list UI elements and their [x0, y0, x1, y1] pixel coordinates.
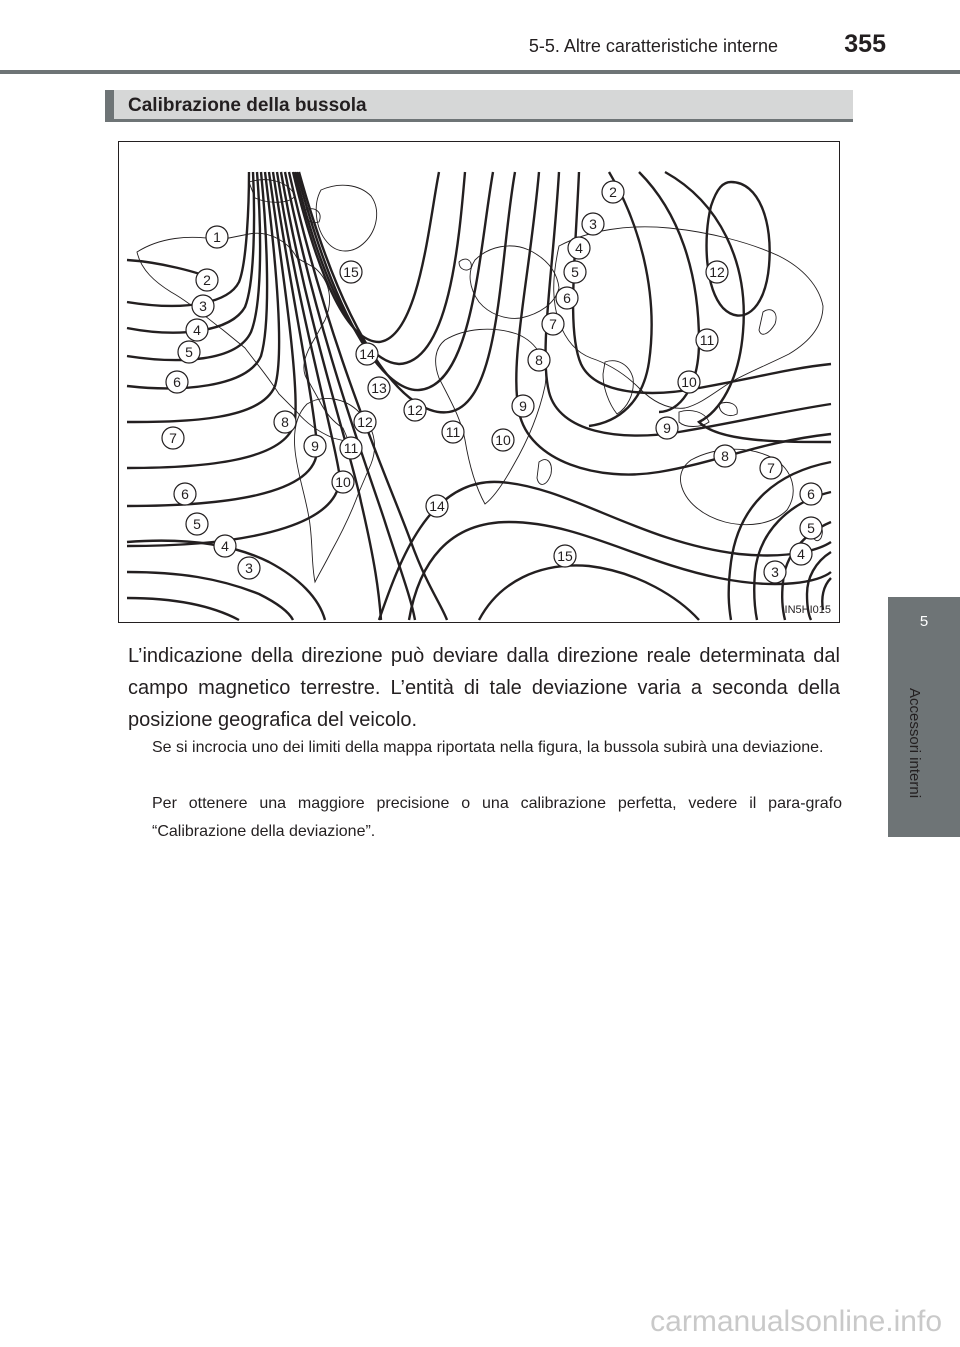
zone-label-number: 9	[519, 398, 527, 414]
zone-label-number: 11	[445, 424, 461, 440]
chapter-tab	[888, 597, 960, 837]
zone-label-number: 3	[771, 564, 779, 580]
zone-label-number: 8	[281, 414, 289, 430]
watermark: carmanualsonline.info	[650, 1305, 942, 1338]
zone-label-number: 7	[169, 430, 177, 446]
zone-label-number: 5	[571, 264, 579, 280]
zone-label-number: 7	[549, 316, 557, 332]
deviation-map-figure	[118, 141, 840, 623]
zone-label-number: 9	[663, 420, 671, 436]
zone-label-number: 10	[681, 374, 697, 390]
section-title-bar	[105, 90, 853, 122]
note-paragraph-deviation: Se si incrocia uno dei limiti della mappa riportata nella figura, la bussola subirà una deviazione.	[152, 739, 824, 756]
zone-label-number: 12	[709, 264, 725, 280]
zone-label-number: 5	[185, 344, 193, 360]
intro-paragraph: L’indicazione della direzione può deviare dalla direzione reale determinata dal campo magnetico terrestre. L’entità di tale deviazione varia a seconda della posizione geografica del veicolo.	[128, 645, 840, 731]
zone-label-number: 12	[407, 402, 423, 418]
chapter-title: Accessori interni	[906, 688, 923, 799]
zone-label-number: 4	[575, 240, 583, 256]
zone-label-number: 11	[699, 332, 715, 348]
zone-label-number: 1	[213, 229, 221, 245]
zone-label-number: 15	[343, 264, 359, 280]
zone-label-number: 5	[807, 520, 815, 536]
zone-label-number: 4	[193, 322, 201, 338]
zone-label-number: 6	[173, 374, 181, 390]
zone-label-number: 13	[371, 380, 387, 396]
header-section-path: 5-5. Altre caratteristiche interne	[528, 36, 778, 56]
zone-label-number: 6	[563, 290, 571, 306]
zone-label-number: 12	[357, 414, 373, 430]
note-paragraph-calibration: Per ottenere una maggiore precisione o una calibrazione perfetta, vedere il para-grafo “Calibrazione della deviazione”.	[152, 795, 842, 840]
zone-label-number: 3	[589, 216, 597, 232]
zone-label-number: 8	[721, 448, 729, 464]
zone-label-number: 3	[199, 298, 207, 314]
chapter-number: 5	[919, 613, 929, 630]
figure-image-code: IIN5HI015	[781, 604, 831, 616]
zone-label-number: 14	[359, 346, 375, 362]
zone-label-number: 9	[311, 438, 319, 454]
zone-label-number: 3	[245, 560, 253, 576]
zone-label-number: 2	[609, 184, 617, 200]
zone-label-number: 2	[203, 272, 211, 288]
zone-label-number: 14	[429, 498, 445, 514]
zone-label-number: 5	[193, 516, 201, 532]
zone-label-number: 11	[343, 440, 359, 456]
page-number: 355	[844, 30, 886, 58]
zone-label-number: 10	[495, 432, 511, 448]
zone-label-number: 6	[181, 486, 189, 502]
zone-label-number: 8	[535, 352, 543, 368]
world-map-image	[119, 142, 839, 622]
zone-label-number: 7	[767, 460, 775, 476]
zone-label-number: 10	[335, 474, 351, 490]
zone-label-number: 4	[221, 538, 229, 554]
header-rule	[0, 70, 960, 74]
zone-label-number: 6	[807, 486, 815, 502]
zone-label-number: 15	[557, 548, 573, 564]
zone-label-number: 4	[797, 546, 805, 562]
section-title: Calibrazione della bussola	[128, 95, 367, 116]
